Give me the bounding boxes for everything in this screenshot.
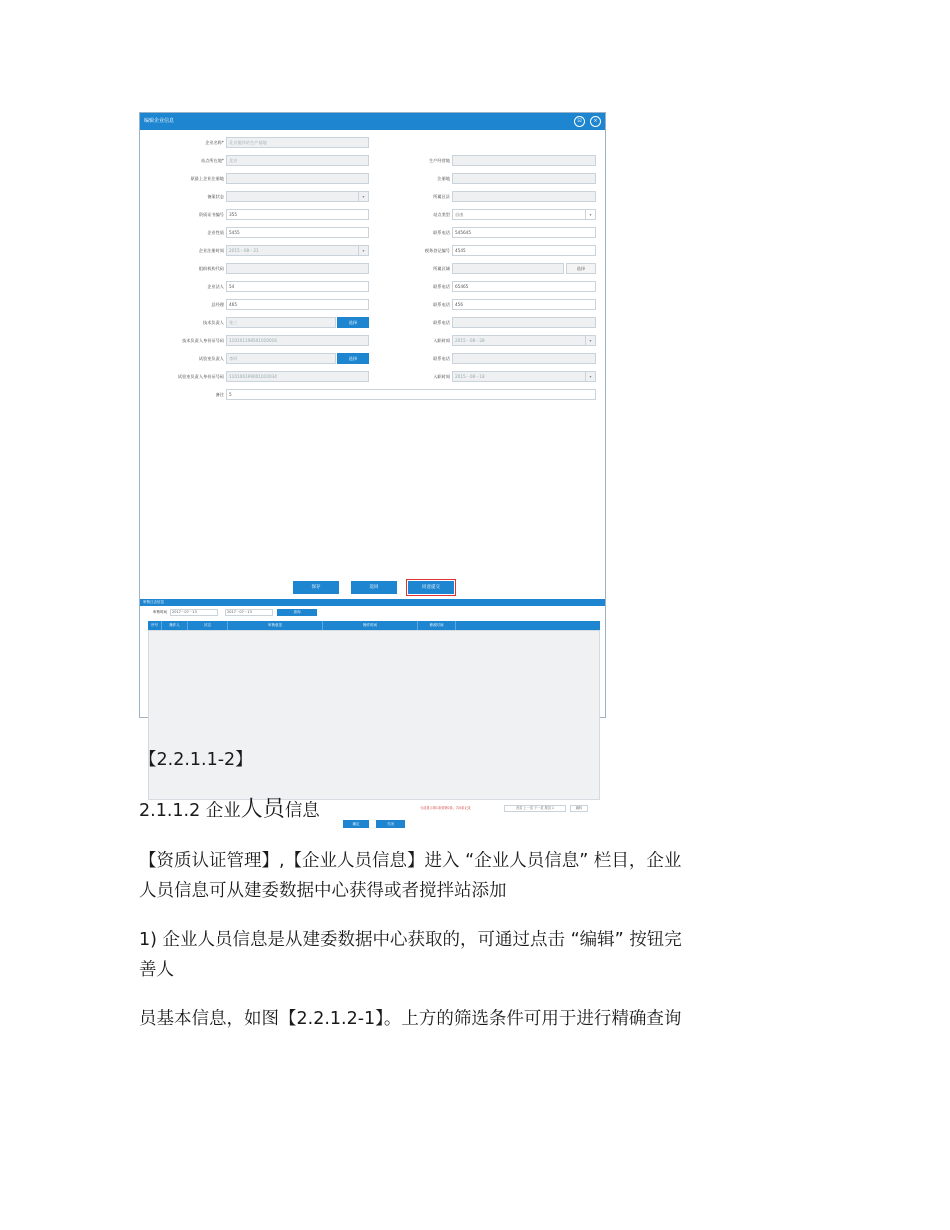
field-label: 技术负责人 — [203, 320, 224, 325]
back-button[interactable]: 返回 — [351, 581, 397, 594]
close-icon[interactable]: × — [590, 116, 601, 127]
column-header: 修改时间 — [418, 621, 456, 630]
field-label: 注册地 — [437, 176, 450, 181]
field-label: 税务登记编号 — [424, 248, 450, 253]
tax-number-input[interactable]: 4545 — [452, 245, 596, 256]
filter-label: 审核时间 — [153, 610, 167, 614]
date-to-input[interactable]: 2017－07－13 — [225, 609, 273, 616]
field-label: 联系电话 — [433, 230, 450, 235]
field-label: 入职时间 — [433, 338, 450, 343]
field-label: 企业注册时间 — [198, 248, 224, 253]
audit-grid-header — [148, 621, 600, 630]
select-region-button[interactable]: 选择 — [566, 263, 596, 274]
pick-technical-lead-button[interactable]: 选择 — [337, 317, 369, 328]
field-label: 总经理 — [211, 302, 224, 307]
enterprise-form — [140, 130, 605, 480]
site-location-input[interactable]: 北京 — [226, 155, 369, 166]
chevron-down-icon: ▾ — [358, 192, 368, 201]
general-manager-input[interactable]: 465 — [226, 299, 369, 310]
section-heading: 2.1.1.2 企业人员信息 — [139, 797, 320, 822]
maximize-icon[interactable]: ⊡ — [574, 116, 585, 127]
field-label: 生产经营地 — [429, 158, 450, 163]
technical-lead-join-date[interactable]: 2015－08－28 ▾ — [452, 335, 596, 346]
chevron-down-icon: ▾ — [585, 372, 595, 381]
pager-controls[interactable]: 首页 上一页 下一页 尾页 1 — [504, 805, 566, 812]
legal-person-input[interactable]: 54 — [226, 281, 369, 292]
district-input[interactable] — [452, 191, 596, 202]
lab-lead-id-input[interactable]: 110106199001010034 — [226, 371, 369, 382]
paragraph-intro: 【资质认证管理】,【企业人员信息】进入 “企业人员信息” 栏目，企业 人员信息可从建委数据中心获得或者搅拌站添加 — [139, 851, 682, 901]
legal-phone-input[interactable]: 65465 — [452, 281, 596, 292]
field-label: 所属区域 — [433, 266, 450, 271]
close-panel-button[interactable]: 关闭 — [376, 820, 405, 828]
field-label: 企业法人 — [207, 284, 224, 289]
enterprise-name-input[interactable]: 北京搅拌站生产基地 — [226, 137, 369, 148]
column-header: 序号 — [148, 621, 162, 630]
contact-phone-input[interactable]: 545645 — [452, 227, 596, 238]
audit-log-panel-header — [140, 599, 605, 606]
field-label: 技术负责人身份证号码 — [182, 338, 224, 343]
certificate-number-input[interactable]: 355 — [226, 209, 369, 220]
paragraph-continued: 员基本信息，如图【2.2.1.2-1】。上方的筛选条件可用于进行精确查询 — [139, 1009, 682, 1029]
window-title: 编辑企业信息 — [144, 118, 175, 124]
figure-caption: 【2.2.1.1-2】 — [139, 750, 253, 770]
pager-go-button[interactable]: 跳转 — [570, 805, 588, 812]
technical-lead-id-input[interactable]: 110101198501010016 — [226, 335, 369, 346]
chevron-down-icon: ▾ — [585, 336, 595, 345]
field-label: 站点类型 — [433, 212, 450, 217]
window-titlebar — [140, 113, 605, 130]
field-label: 组织机构代码 — [198, 266, 224, 271]
technical-lead-input[interactable]: 张三 — [226, 317, 336, 328]
column-header: 审核意见 — [228, 621, 323, 630]
query-button[interactable]: 查询 — [277, 609, 317, 616]
column-header: 操作时间 — [323, 621, 418, 630]
field-label: 入职时间 — [433, 374, 450, 379]
registration-address-input[interactable] — [452, 173, 596, 184]
business-address-input[interactable] — [452, 155, 596, 166]
paragraph-step-1: 1) 企业人员信息是从建委数据中心获取的，可通过点击 “编辑” 按钮完 善人 — [139, 930, 682, 980]
remarks-input[interactable]: 5 — [226, 389, 596, 400]
pager-summary: 当前显示第1条到第0条，共0条记录 — [420, 806, 471, 810]
site-type-select[interactable]: 自由 ▾ — [452, 209, 596, 220]
field-label: 所属区县 — [433, 194, 450, 199]
lab-lead-phone-input[interactable] — [452, 353, 596, 364]
audit-grid-body — [148, 630, 600, 800]
field-label: 备注 — [215, 392, 224, 397]
field-label: 联系电话 — [433, 356, 450, 361]
original-registration-input[interactable] — [226, 173, 369, 184]
region-input[interactable] — [452, 263, 564, 274]
audit-filter-bar — [140, 606, 605, 620]
field-label: 备案状态 — [207, 194, 224, 199]
enterprise-nature-input[interactable]: 5455 — [226, 227, 369, 238]
date-from-input[interactable]: 2017－07－13 — [170, 609, 218, 616]
submit-button[interactable]: 同意提交 — [408, 581, 454, 594]
pick-lab-lead-button[interactable]: 选择 — [337, 353, 369, 364]
field-label: 原最上企业注册地 — [190, 176, 224, 181]
column-header: 状态 — [188, 621, 228, 630]
confirm-button[interactable]: 确定 — [343, 820, 369, 828]
registration-date-input[interactable]: 2015－08－21 ▾ — [226, 245, 369, 256]
field-label: 联系电话 — [433, 284, 450, 289]
column-header: 操作人 — [162, 621, 188, 630]
filing-status-select[interactable] — [226, 191, 369, 202]
lab-lead-input[interactable]: 李四 — [226, 353, 336, 364]
field-label: 站点所在地* — [200, 158, 224, 163]
technical-lead-phone-input[interactable] — [452, 317, 596, 328]
lab-lead-join-date[interactable]: 2015－08－18 ▾ — [452, 371, 596, 382]
org-code-input[interactable] — [226, 263, 369, 274]
chevron-down-icon: ▾ — [585, 210, 595, 219]
save-button[interactable]: 保存 — [293, 581, 339, 594]
field-label: 企业性质 — [207, 230, 224, 235]
field-label: 联系电话 — [433, 302, 450, 307]
field-label: 企业名称* — [205, 140, 224, 145]
chevron-down-icon: ▾ — [358, 246, 368, 255]
field-label: 联系电话 — [433, 320, 450, 325]
field-label: 试验室负责人身份证号码 — [177, 374, 224, 379]
field-label: 试验室负责人 — [198, 356, 224, 361]
panel-title: 审核日志信息 — [143, 600, 164, 604]
manager-phone-input[interactable]: 456 — [452, 299, 596, 310]
field-label: 资质证书编号 — [198, 212, 224, 217]
